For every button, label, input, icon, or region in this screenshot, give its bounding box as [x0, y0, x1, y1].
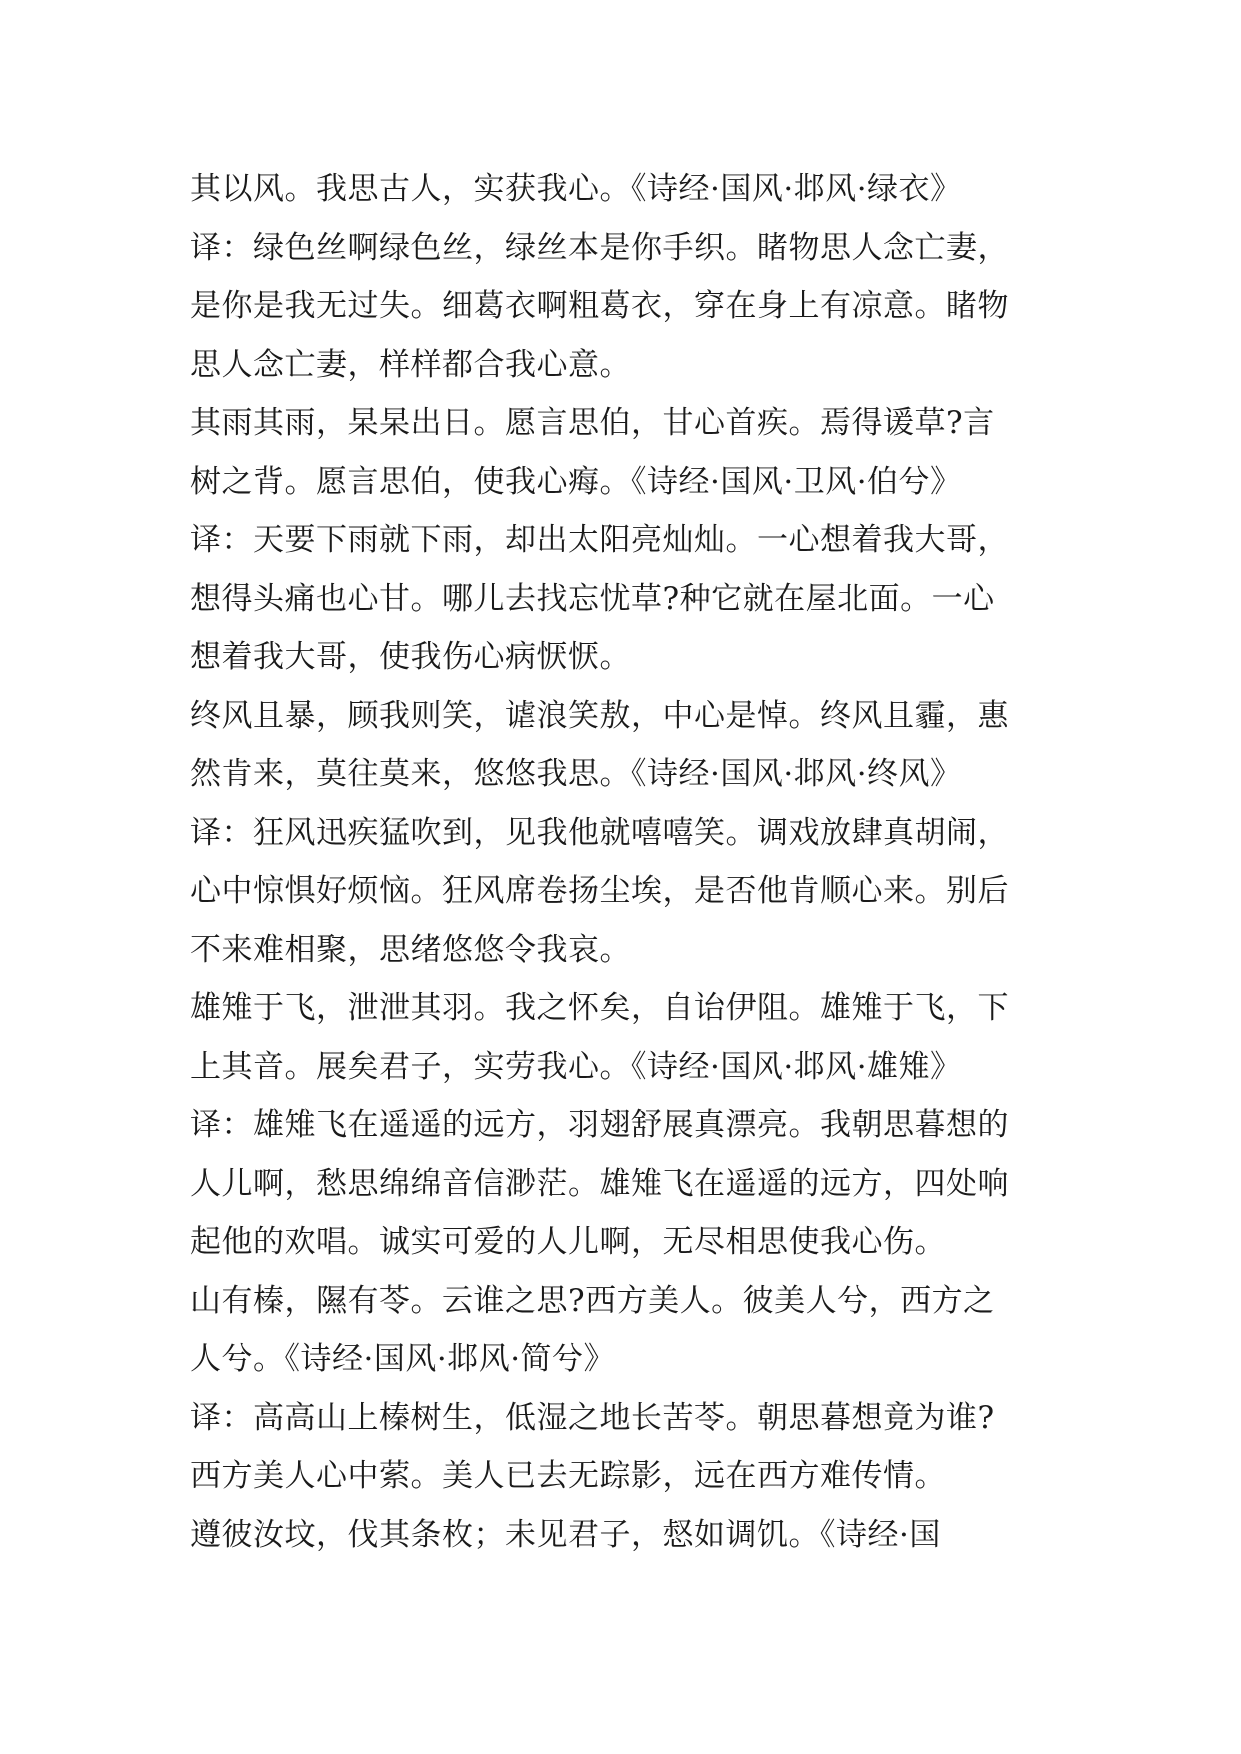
text-line: 其雨其雨，杲杲出日。愿言思伯，甘心首疾。焉得谖草?言 — [190, 405, 995, 441]
text-line: 遵彼汝坟，伐其条枚；未见君子，惄如调饥。《诗经·国 — [190, 1516, 941, 1553]
text-line: 心中惊惧好烦恼。狂风席卷扬尘埃，是否他肯顺心来。别后 — [190, 873, 1009, 909]
text-line: 是你是我无过失。细葛衣啊粗葛衣，穿在身上有凉意。睹物 — [190, 288, 1009, 324]
text-line: 译：天要下雨就下雨，却出太阳亮灿灿。一心想着我大哥， — [190, 522, 1009, 558]
text-line: 终风且暴，顾我则笑，谑浪笑敖，中心是悼。终风且霾，惠 — [190, 697, 1009, 734]
text-line: 想着我大哥，使我伤心病恹恹。 — [190, 639, 631, 675]
text-line: 译：雄雉飞在遥遥的远方，羽翅舒展真漂亮。我朝思暮想的 — [190, 1107, 1009, 1143]
text-line: 然肯来，莫往莫来，悠悠我思。《诗经·国风·邶风·终风》 — [190, 756, 962, 792]
text-line: 人儿啊，愁思绵绵音信渺茫。雄雉飞在遥遥的远方，四处响 — [190, 1165, 1009, 1202]
text-line: 上其音。展矣君子，实劳我心。《诗经·国风·邶风·雄雉》 — [190, 1048, 962, 1085]
text-line: 西方美人心中萦。美人已去无踪影，远在西方难传情。 — [190, 1458, 946, 1494]
text-line: 不来难相聚，思绪悠悠令我哀。 — [190, 931, 631, 968]
text-line: 译：绿色丝啊绿色丝，绿丝本是你手织。睹物思人念亡妻， — [190, 229, 1009, 266]
document-body — [190, 160, 1050, 1564]
text-line: 译：高高山上榛树生，低湿之地长苦苓。朝思暮想竟为谁? — [190, 1399, 995, 1436]
text-line: 雄雉于飞，泄泄其羽。我之怀矣，自诒伊阻。雄雉于飞，下 — [190, 990, 1009, 1026]
text-line: 译：狂风迅疾猛吹到，见我他就嘻嘻笑。调戏放肆真胡闹， — [190, 814, 1009, 851]
text-line: 人兮。《诗经·国风·邶风·简兮》 — [190, 1341, 616, 1377]
text-line: 树之背。愿言思伯，使我心痗。《诗经·国风·卫风·伯兮》 — [190, 463, 962, 500]
text-line: 思人念亡妻，样样都合我心意。 — [190, 346, 631, 383]
text-line: 其以风。我思古人，实获我心。《诗经·国风·邶风·绿衣》 — [190, 171, 962, 207]
text-line: 想得头痛也心甘。哪儿去找忘忧草?种它就在屋北面。一心 — [190, 580, 995, 617]
text-line: 起他的欢唱。诚实可爱的人儿啊，无尽相思使我心伤。 — [190, 1224, 946, 1260]
text-line: 山有榛，隰有苓。云谁之思?西方美人。彼美人兮，西方之 — [190, 1282, 995, 1319]
